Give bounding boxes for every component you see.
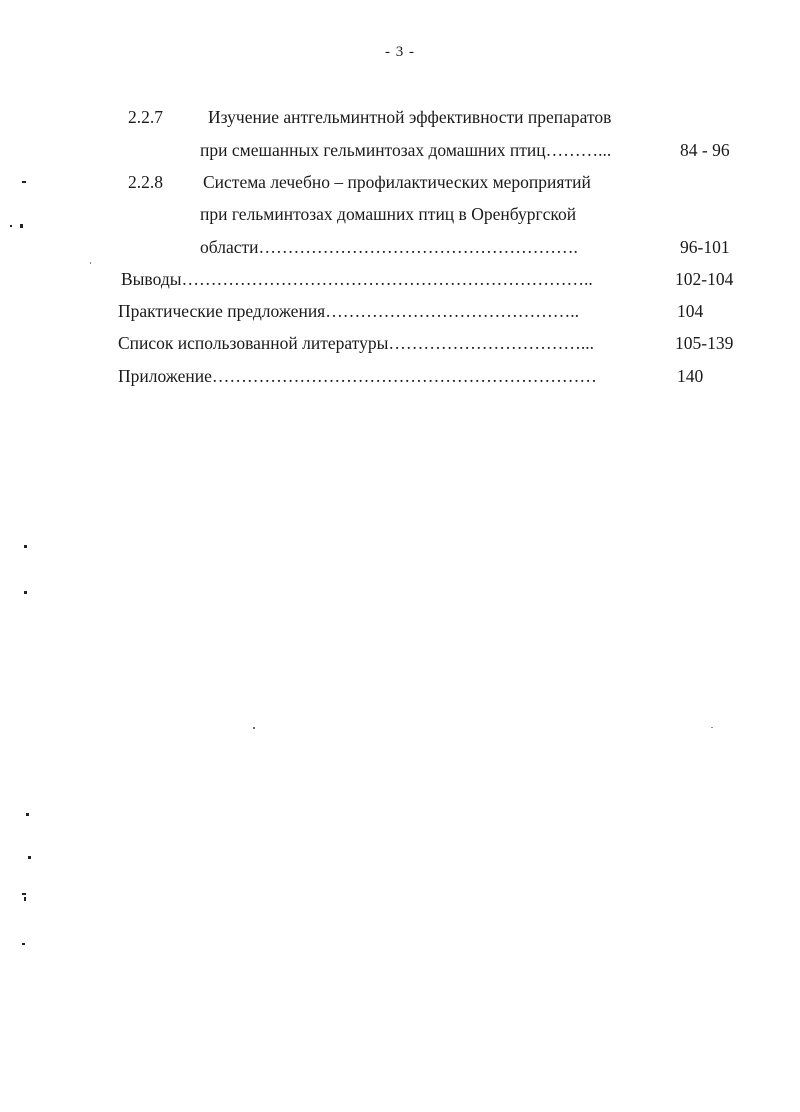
scan-speck [26,813,29,816]
scan-speck [20,224,23,228]
toc-entry-number: 2.2.8 [128,172,163,192]
scan-speck [22,943,25,945]
toc-entry-title-line: при гельминтозах домашних птиц в Оренбургской [200,204,577,224]
scan-speck [22,181,26,183]
toc-entry-title-line: Система лечебно – профилактических мероприятий [203,172,591,192]
scan-speck [22,893,26,895]
scan-speck [24,591,27,594]
scan-speck [10,225,12,227]
scan-speck [253,727,255,729]
scan-speck [28,856,31,859]
toc-entry-pages: 102-104 [675,269,734,289]
scan-speck [24,545,27,548]
toc-entry-title-line: Изучение антгельминтной эффективности препаратов [208,107,612,127]
page-number: - 3 - [385,44,415,60]
toc-entry-number: 2.2.7 [128,107,163,127]
toc-entry-title-line: Практические предложения…………………………………….. [118,301,579,321]
toc-entry-title-line: Приложение………………………………………………………… [118,366,597,386]
scan-speck [711,727,713,728]
scan-speck [90,262,91,264]
scan-speck [24,897,26,901]
toc-entry-title-line: области………………………………………………. [200,237,578,257]
toc-entry-pages: 140 [677,366,704,386]
toc-entry-title-line: при смешанных гельминтозах домашних птиц………... [200,140,612,160]
toc-entry-title-line: Список использованной литературы……………………………... [118,333,594,353]
toc-entry-pages: 96-101 [680,237,730,257]
toc-entry-pages: 84 - 96 [680,140,730,160]
toc-entry-pages: 105-139 [675,333,734,353]
toc-entry-pages: 104 [677,301,704,321]
toc-entry-title-line: Выводы…………………………………………………………….. [121,269,593,289]
